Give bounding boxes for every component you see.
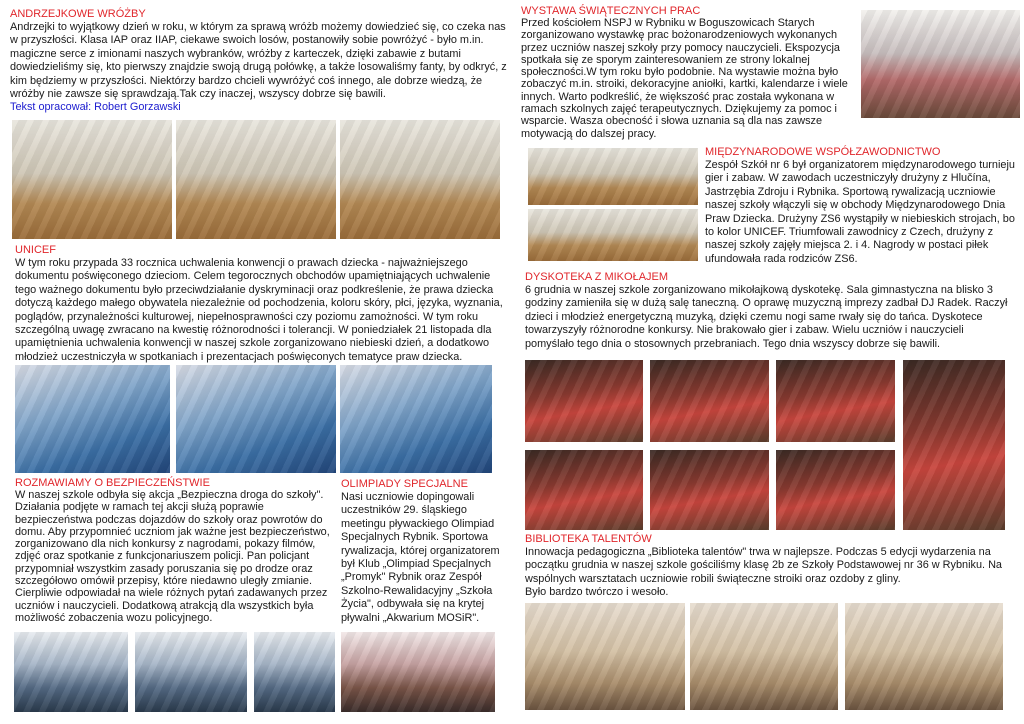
photo-turniej-2 — [528, 209, 698, 261]
photo-dyskoteka-6 — [650, 450, 769, 530]
section-wspolzawodnictwo — [705, 146, 1020, 266]
photo-dyskoteka-3 — [776, 360, 895, 442]
section-body: 6 grudnia w naszej szkole zorganizowano mikołajkową dyskotekę. Sala gimnastyczna na blisko 3 godziny zamieniła się w dużą salę taneczną. O oprawę muzyczną imprezy zadbał DJ Radek. Raczył dzieci i młodzież energetyczną muzyką, dzięki czemu nogi same rwały się do tańca. Dyskotece towarzyszyły różnorodne konkursy. Nie brakowało gier i zabaw. Wielu uczniów i nauczycieli pomyślało tego dnia o stosownych przebraniach. Tego dnia wszyscy dobrze się bawili. — [525, 284, 1008, 350]
photo-andrzejki-2 — [176, 120, 336, 239]
section-wystawa — [521, 5, 857, 140]
photo-wystawa — [861, 10, 1020, 118]
photo-unicef-2 — [176, 365, 336, 473]
section-body: Zespół Szkół nr 6 był organizatorem międzynarodowego turnieju gier i zabaw. W zawodach uczestniczyły drużyny z Hlučína, Jastrzębia Zdroju i Rybnika. Sportową rywalizacją uczniowie naszej szkoły włączyli się w obchody Międzynarodowego Dnia Praw Dziecka. Drużyny ZS6 wystąpiły w niebieskich strojach, bo to kolor UNICEF. Triumfowali zawodnicy z Czech, drużyny z naszej szkoły zajęły miejsca 2. i 4. Nagrody w postaci piłek ufundowała rada rodziców ZS6. — [705, 159, 1015, 265]
section-body: W naszej szkole odbyła się akcja „Bezpieczna droga do szkoły". Działania podjęte w ramach tej akcji służą poprawie bezpieczeństwa podczas dojazdów do szkoły oraz powrotów do domu. Aby przypomnieć uczniom jak ważne jest bezpieczeństwo, zorganizowano dla nich konkursy z nagrodami, pokazy filmów, zdjęć oraz spotkanie z funkcjonariuszem policji. Pan policjant przypomniał wszystkim zasady poruszania się po drodze oraz szczegółowo omówił przepisy, które niedawno uległy zmianie. Cierpliwie odpowiadał na wiele różnych pytań zadawanych przez uczniów i nauczycieli. Dodatkową atrakcją dla wszystkich była możliwość zobaczenia wozu policyjnego. — [15, 489, 330, 624]
photo-dyskoteka-5 — [525, 450, 643, 530]
section-title: UNICEF — [15, 244, 56, 256]
section-body: Innowacja pedagogiczna „Biblioteka talentów" trwa w najlepsze. Podczas 5 edycji wydarzenia na początku grudnia w naszej szkole gościliśmy klasę 2b ze Szkoły Podstawowej nr 36 w Rybniku. Na wspólnych warsztatach uczniowie robili świąteczne stroiki oraz ozdoby z gliny. — [525, 546, 1002, 585]
photo-dyskoteka-7 — [776, 450, 895, 530]
photo-biblioteka-3 — [845, 603, 1003, 710]
section-body: Nasi uczniowie dopingowali uczestników 29. śląskiego meetingu pływackiego Olimpiad Specjalnych Rybnik. Sportowa rywalizacja, której organizatorem był Klub „Olimpiad Specjalnych „Promyk" Rybnik oraz Zespół Szkolno-Rewalidacyjny „Szkoła Życia", odbywała się na krytej pływalni „Akwarium MOSiR". — [341, 491, 500, 624]
photo-dyskoteka-1 — [525, 360, 643, 442]
section-body: Przed kościołem NSPJ w Rybniku w Boguszowicach Starych zorganizowano wystawkę prac bożonarodzeniowych wykonanych przez uczniów naszej szkoły przy pomocy nauczycieli. Ekspozycja spotkała się ze sporym zainteresowaniem ze strony lokalnej społeczności.W tym roku było podobnie. Na wystawie można było zobaczyć m.in. stroiki, dekoracyjne aniołki, kartki, kalendarze i wiele innych. Warto podkreślić, że większość prac została wykonana w ramach szkolnych zajęć terapeutycznych. Dziękujemy za pomoc i wsparcie. Wasza obecność i słowa uznania są dla nas zawsze motywacją do dalszej pracy. — [521, 17, 848, 140]
section-body: Andrzejki to wyjątkowy dzień w roku, w którym za sprawą wróżb możemy dowiedzieć się, co czeka nas w przyszłości. Klasa IAP oraz IIAP, ciekawe swoich losów, postanowiły sobie powróżyć - było m.in. magiczne serce z imionami naszych wybranków, wróżby z karteczek, dzięki zabawie z butami dowiedzieliśmy się, kto pierwszy znajdzie swoją drugą połówkę, a także losowaliśmy fanty, by odkryć, z kim będziemy w przyszłości. Niektórzy bardzo chcieli wywróżyć coś innego, ale dobrze wiedzą, że wróżby nie zawsze się sprawdzają.Tak czy inaczej, wszyscy dobrze się bawili. — [10, 21, 507, 101]
section-body-closing: Było bardzo twórczo i wesoło. — [525, 586, 669, 599]
author-credit: Tekst opracował: Robert Gorzawski — [10, 101, 181, 114]
section-title: BIBLIOTEKA TALENTÓW — [525, 533, 652, 545]
photo-dyskoteka-4 — [903, 360, 1005, 530]
photo-olimpiady — [341, 632, 495, 712]
section-unicef — [15, 244, 505, 364]
photo-dyskoteka-2 — [650, 360, 769, 442]
section-bezpieczenstwo — [15, 477, 339, 624]
section-olimpiady — [341, 478, 505, 625]
photo-andrzejki-1 — [12, 120, 172, 239]
section-body: W tym roku przypada 33 rocznica uchwalenia konwencji o prawach dziecka - najważniejszego dokumentu poświęconego dzieciom. Celem tegorocznych obchodów upamiętniających uchwalenie tego ważnego dokumentu było przeciwdziałanie dyskryminacji oraz podkreślenie, że prawa dziecka dotyczą każdego małego obywatela niezależnie od pochodzenia, koloru skóry, płci, języka, wyznania, poglądów, przynależności kulturowej, niepełnosprawności czy poziomu zamożności. W tym roku szczególną uwagę zwracano na kwestię różnorodności i tolerancji. W poniedziałek 21 listopada dla upamiętnienia uchwalenia konwencji w naszej szkole zorganizowano niebieski dzień, a dodatkowo młodzież uczestniczyła w spotkaniach i prezentacjach poświęconych tematyce praw dziecka. — [15, 257, 503, 363]
section-title: ANDRZEJKOWE WRÓŻBY — [10, 8, 146, 20]
photo-unicef-1 — [15, 365, 170, 473]
photo-police-3 — [254, 632, 335, 712]
photo-turniej-1 — [528, 148, 698, 205]
section-biblioteka — [525, 533, 1020, 600]
photo-police-2 — [135, 632, 247, 712]
photo-andrzejki-3 — [340, 120, 500, 239]
section-title: ROZMAWIAMY O BEZPIECZEŃSTWIE — [15, 477, 210, 489]
section-title: OLIMPIADY SPECJALNE — [341, 478, 468, 490]
section-title: DYSKOTEKA Z MIKOŁAJEM — [525, 271, 669, 283]
section-title: WYSTAWA ŚWIĄTECZNYCH PRAC — [521, 5, 701, 17]
section-andrzejki — [10, 8, 510, 115]
photo-biblioteka-1 — [525, 603, 685, 710]
section-dyskoteka — [525, 271, 1015, 351]
photo-unicef-3 — [340, 365, 492, 473]
photo-police-1 — [14, 632, 128, 712]
section-title: MIĘDZYNARODOWE WSPÓŁZAWODNICTWO — [705, 146, 941, 158]
photo-biblioteka-2 — [690, 603, 838, 710]
